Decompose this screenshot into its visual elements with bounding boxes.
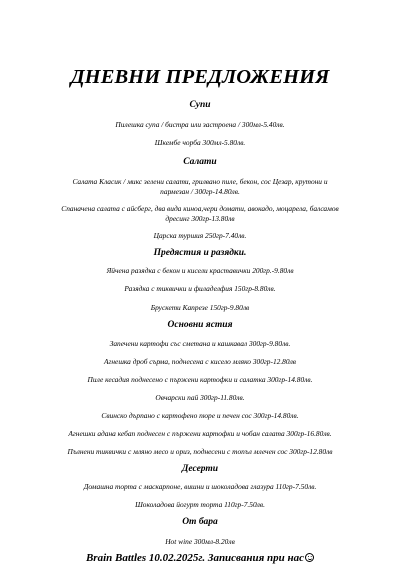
- menu-item: Запечени картофи със сметана и кашкавал 300гр-9.80лв.: [109, 339, 291, 348]
- smiley-icon: [305, 553, 314, 562]
- menu-item: Царска туршия 250гр-7.40лв.: [153, 231, 247, 240]
- event-announcement-text: Brain Battles 10.02.2025г. Записвания при нас: [85, 552, 305, 564]
- menu-item: Шкембе чорба 300мл-5.80лв.: [154, 138, 246, 147]
- section-heading-bar: От бара: [182, 517, 218, 527]
- section-heading-salads: Салати: [183, 157, 217, 167]
- menu-item: Домашна торта с маскарпоне, вишни и шоколадова глазура 110гр-7.50лв.: [83, 482, 317, 491]
- menu-item: Свинско дърпано с картофено пюре и печен сос 300гр-14.80лв.: [101, 411, 299, 420]
- menu-item: Разядка с тиквички и филаделфия 150гр-8.80лв.: [124, 284, 276, 293]
- section-heading-desserts: Десерти: [181, 464, 219, 474]
- event-announcement: [0, 552, 400, 564]
- menu-item: дресинг 300гр-13.80лв: [165, 214, 235, 223]
- page-title: ДНЕВНИ ПРЕДЛОЖЕНИЯ: [70, 66, 330, 88]
- menu-item: Агнешки адана кебап поднесен с пържени картофки и чобан салата 300гр-16.80лв.: [68, 429, 332, 438]
- menu-item: Брускети Капрезе 150гр-9.80лв: [150, 303, 250, 312]
- menu-item: пармезан / 300гр-14.80лв.: [160, 187, 240, 196]
- section-heading-starters: Предястия и разядки.: [153, 248, 247, 258]
- menu-item: Яйчена разядка с бекон и кисели краставички 200гр.-9.80лв: [106, 266, 294, 275]
- section-heading-soups: Супи: [189, 100, 211, 110]
- menu-item: Пиле кесадия поднесено с пържени картофки и салатка 300гр-14.80лв.: [87, 375, 313, 384]
- menu-item: Hot wine 300мл-8.20лв: [165, 537, 235, 546]
- menu-item: Шоколадова йогурт торта 110гр-7.50лв.: [135, 500, 265, 509]
- section-heading-mains: Основни ястия: [167, 320, 233, 330]
- menu-item: Спаначена салата с айсберг, два вида киноа,чери домати, авокадо, моцарела, балсамов: [61, 204, 339, 213]
- menu-item: Пилешка супа / бистра или застроена / 300мл-5.40лв.: [115, 120, 285, 129]
- menu-item: Агнешка дроб сърма, поднесена с кисело мляко 300гр-12.80лв: [103, 357, 297, 366]
- menu-item: Овчарски пай 300гр-11.80лв.: [155, 393, 245, 402]
- menu-item: Пълнени тиквички с мляно месо и ориз, поднесени с топъл млечен сос 300гр-12.80лв: [67, 447, 333, 456]
- menu-item: Салата Класик / микс зелени салати, грилвано пиле, бекон, сос Цезар, крутони и: [72, 177, 328, 186]
